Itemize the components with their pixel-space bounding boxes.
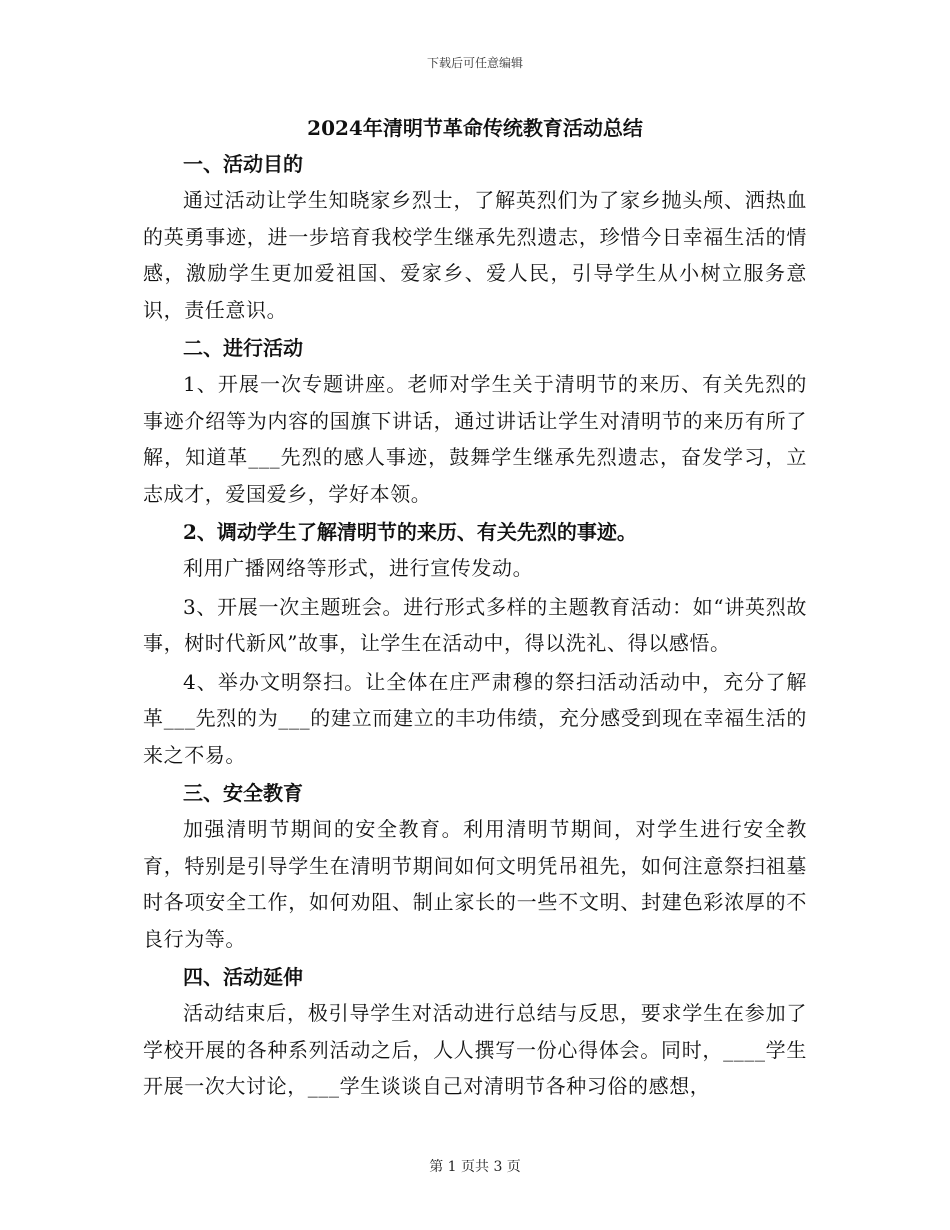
section-heading-activities: 二、进行活动 [183, 336, 303, 360]
paragraph-broadcast: 利用广播网络等形式，进行宣传发动。 [183, 556, 534, 580]
section-heading-extension: 四、活动延伸 [183, 965, 303, 989]
header-note: 下载后可任意编辑 [426, 56, 523, 70]
document-body [143, 112, 807, 1107]
paragraph-safety: 加强清明节期间的安全教育。利用清明节期间，对学生进行安全教育，特别是引导学生在清明节期间如何文明凭吊祖先，如何注意祭扫祖墓时各项安全工作，如何劝阻、制止家长的一些不文明、封建色彩浓厚的不良行为等。 [143, 817, 807, 951]
paragraph-tomb-sweeping: 4、举办文明祭扫。让全体在庄严肃穆的祭扫活动活动中，充分了解革___先烈的为___的建立而建立的丰功伟绩，充分感受到现在幸福生活的来之不易。 [143, 669, 807, 767]
subheading-mobilize: 2、调动学生了解清明节的来历、有关先烈的事迹。 [183, 520, 637, 544]
paragraph-purpose: 通过活动让学生知晓家乡烈士，了解英烈们为了家乡抛头颅、洒热血的英勇事迹，进一步培育我校学生继承先烈遗志，珍惜今日幸福生活的情感，激励学生更加爱祖国、爱家乡、爱人民，引导学生从小树立服务意识，责任意识。 [143, 188, 807, 322]
page-number-footer: 第 1 页共 3 页 [429, 1159, 521, 1175]
paragraph-lecture: 1、开展一次专题讲座。老师对学生关于清明节的来历、有关先烈的事迹介绍等为内容的国旗下讲话，通过讲话让学生对清明节的来历有所了解，知道革___先烈的感人事迹，鼓舞学生继承先烈遗志，奋发学习，立志成才，爱国爱乡，学好本领。 [143, 372, 807, 506]
document-title: 2024年清明节革命传统教育活动总结 [307, 116, 643, 140]
paragraph-class-meeting: 3、开展一次主题班会。进行形式多样的主题教育活动：如“讲英烈故事，树时代新风”故事，让学生在活动中，得以洗礼、得以感悟。 [143, 594, 807, 655]
section-heading-safety: 三、安全教育 [183, 781, 303, 805]
section-heading-purpose: 一、活动目的 [183, 152, 303, 176]
paragraph-extension: 活动结束后，极引导学生对活动进行总结与反思，要求学生在参加了学校开展的各种系列活动之后，人人撰写一份心得体会。同时，____学生开展一次大讨论，___学生谈谈自己对清明节各种习俗的感想， [143, 1001, 807, 1098]
